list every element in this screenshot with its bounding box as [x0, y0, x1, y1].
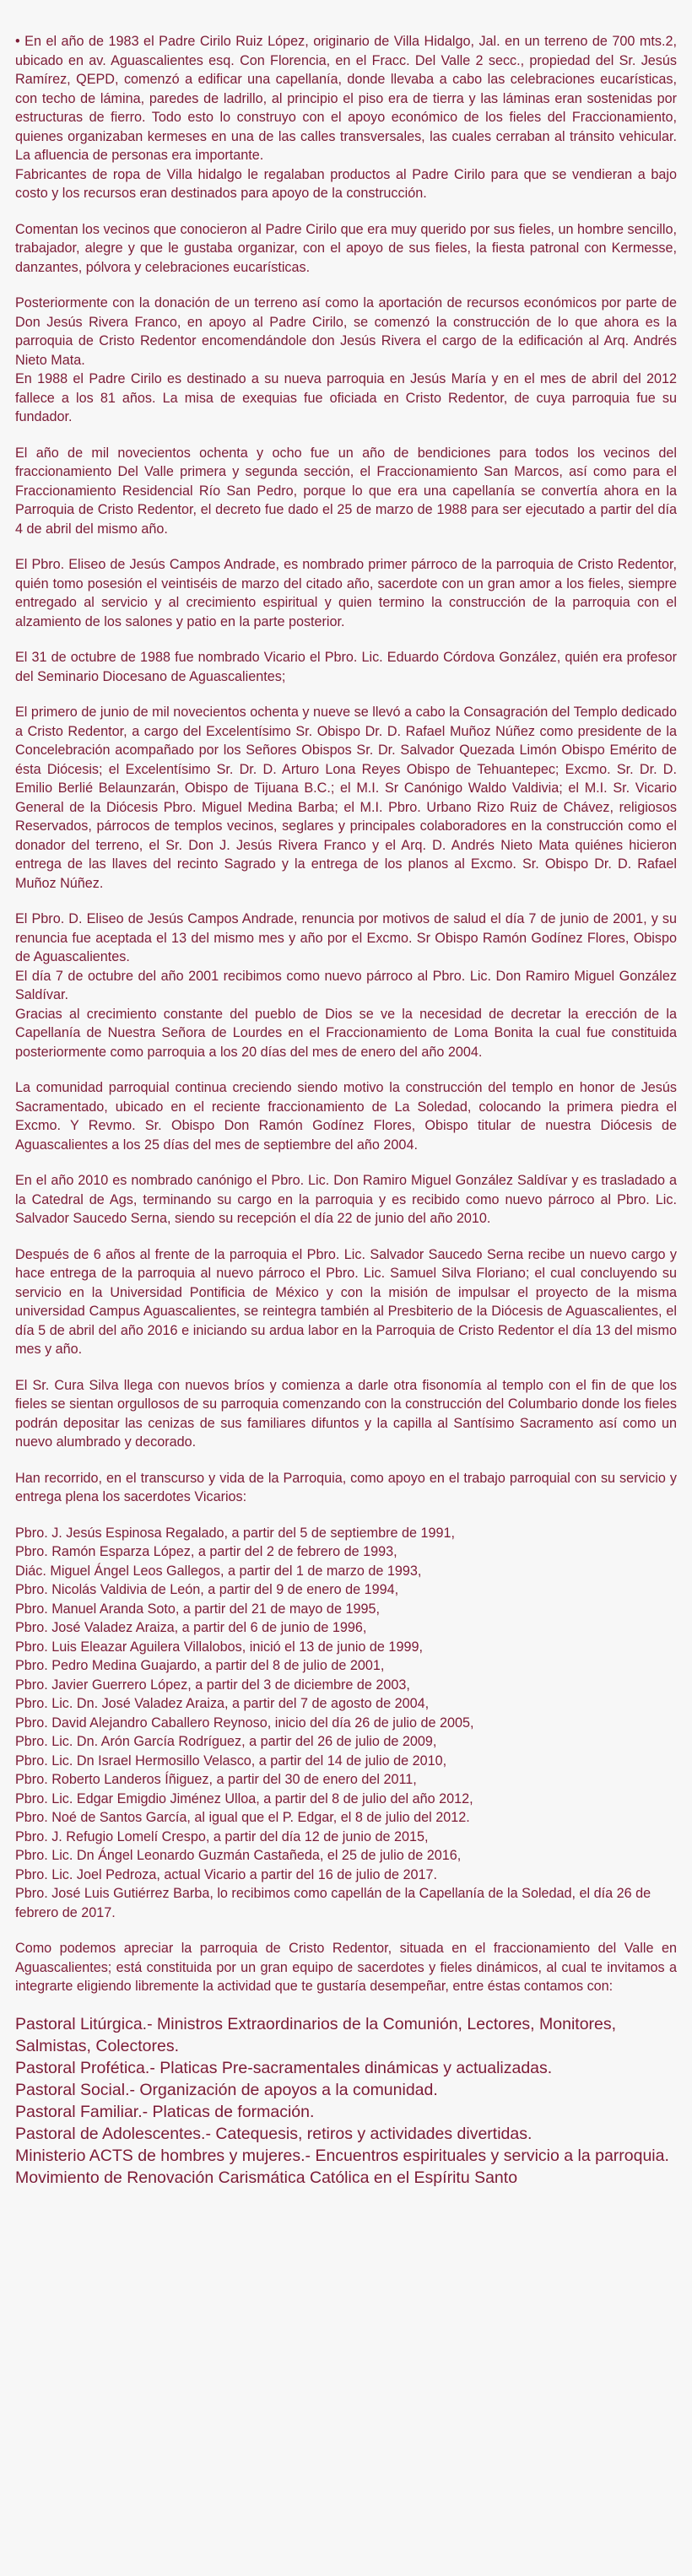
paragraph-line: El año de mil novecientos ochenta y ocho fue un año de bendiciones para todos los vecinos del fraccionamiento Del Valle primera y segunda sección, el Fraccionamiento San Marcos, así como para el Fraccionamiento Residencial Río San Pedro, porque lo que era una capellanía se convertía ahora en la Parroquia de Cristo Redentor, el decreto fue dado el 25 de marzo de 1988 para ser ejecutado a partir del día 4 de abril del mismo año.: [15, 445, 677, 537]
vicar-item: Pbro. José Luis Gutiérrez Barba, lo recibimos como capellán de la Capellanía de la Soledad, el día 26 de febrero de 2017.: [15, 1886, 651, 1920]
pastoral-item: Pastoral Social.- Organización de apoyos a la comunidad.: [15, 2080, 438, 2099]
history-paragraph: [15, 555, 677, 631]
paragraph-line: Gracias al crecimiento constante del pueblo de Dios se ve la necesidad de decretar la erección de la Capellanía de Nuestra Señora de Lourdes en el Fraccionamiento de Loma Bonita la cual fue constituida posteriormente como parroquia a los 20 días del mes de enero del año 2004.: [15, 1006, 677, 1060]
vicar-item: Pbro. Roberto Landeros Íñiguez, a partir del 30 de enero del 2011,: [15, 1772, 417, 1787]
vicar-item: Pbro. Luis Eleazar Aguilera Villalobos, inició el 13 de junio de 1999,: [15, 1639, 423, 1655]
vicar-item: Pbro. Lic. Dn Israel Hermosillo Velasco, a partir del 14 de julio de 2010,: [15, 1752, 447, 1769]
vicar-item: Pbro. Lic. Joel Pedroza, actual Vicario a partir del 16 de julio de 2017.: [15, 1866, 438, 1882]
paragraph-line: El Pbro. D. Eliseo de Jesús Campos Andrade, renuncia por motivos de salud el día 7 de junio de 2001, y su renuncia fue aceptada el 13 del mismo mes y año por el Excmo. Sr Obispo Ramón Godínez Flores, Obispo de Aguascalientes.: [15, 911, 677, 964]
vicar-item: Pbro. Noé de Santos García, al igual que el P. Edgar, el 8 de julio del 2012.: [15, 1810, 470, 1825]
history-paragraph: [15, 1078, 677, 1154]
vicar-item: Diác. Miguel Ángel Leos Gallegos, a partir del 1 de marzo de 1993,: [15, 1563, 422, 1579]
pastorals-list: [15, 2013, 677, 2189]
paragraph-line: La comunidad parroquial continua creciendo siendo motivo la construcción del templo en honor de Jesús Sacramentado, ubicado en el reciente fraccionamiento de La Soledad, colocando la primera piedra el Excmo. Y Revmo. Sr. Obispo Don Ramón Godínez Flores, Obispo titular de nuestra Diócesis de Aguascalientes a los 25 días del mes de septiembre del año 2004.: [15, 1080, 677, 1153]
pastoral-item: Pastoral de Adolescentes.- Catequesis, retiros y actividades divertidas.: [15, 2124, 533, 2143]
closing-paragraph: [15, 1939, 677, 1996]
vicar-item: Pbro. Lic. Edgar Emigdio Jiménez Ulloa, a partir del 8 de julio del año 2012,: [15, 1790, 473, 1806]
history-paragraph: [15, 703, 677, 893]
vicar-item: Pbro. José Valadez Araiza, a partir del 6 de junio de 1996,: [15, 1620, 367, 1635]
paragraph-line: En el año 2010 es nombrado canónigo el Pbro. Lic. Don Ramiro Miguel González Saldívar y es trasladado a la Catedral de Ags, terminando su cargo en la parroquia y es recibido como nuevo párroco al Pbro. Lic. Salvador Saucedo Serna, siendo su recepción el día 22 de junio del año 2010.: [15, 1173, 677, 1226]
pastoral-item: Pastoral Profética.- Platicas Pre-sacramentales dinámicas y actualizadas.: [15, 2058, 553, 2077]
paragraph-line: • En el año de 1983 el Padre Cirilo Ruiz López, originario de Villa Hidalgo, Jal. en un terreno de 700 mts.2, ubicado en av. Aguascalientes esq. Con Florencia, en el Fracc. Del Valle 2 secc., propiedad del Sr. Jesús Ramírez, QEPD, comenzó a edificar una capellanía, donde llevaba a cabo las celebraciones eucarísticas, con techo de lámina, paredes de ladrillo, al principio el piso era de tierra y las láminas eran sostenidas por estructuras de fierro. Todo esto lo construyo con el apoyo económico de los fieles del Fraccionamiento, quienes organizaban kermeses en una de las calles transversales, las cuales cerraban al tránsito vehicular. La afluencia de personas era importante.: [15, 34, 677, 163]
pastoral-item: Ministerio ACTS de hombres y mujeres.- Encuentros espirituales y servicio a la parroquia.: [15, 2146, 669, 2165]
paragraph-line: Comentan los vecinos que conocieron al Padre Cirilo que era muy querido por sus fieles, un hombre sencillo, trabajador, alegre y que le gustaba organizar, con el apoyo de sus fieles, la fiesta patronal con Kermesse, danzantes, pólvora y celebraciones eucarísticas.: [15, 221, 677, 275]
history-paragraph: [15, 1376, 677, 1452]
paragraph-line: El Sr. Cura Silva llega con nuevos bríos y comienza a darle otra fisonomía al templo con el fin de que los fieles se sientan orgullosos de su parroquia comenzando con la construcción del Columbario donde los fieles podrán depositar las cenizas de sus familiares difuntos y la capilla al Santísimo Sacramento así como un nuevo alumbrado y decorado.: [15, 1377, 677, 1450]
vicar-item: Pbro. Nicolás Valdivia de León, a partir del 9 de enero de 1994,: [15, 1582, 399, 1597]
vicars-intro-text: Han recorrido, en el transcurso y vida de la Parroquia, como apoyo en el trabajo parroquial con su servicio y entrega plena los sacerdotes Vicarios:: [15, 1470, 677, 1504]
pastoral-item: Pastoral Familiar.- Platicas de formación.: [15, 2102, 315, 2121]
vicar-item: Pbro. Manuel Aranda Soto, a partir del 21 de mayo de 1995,: [15, 1601, 380, 1617]
history-paragraph: [15, 1245, 677, 1359]
paragraph-line: El primero de junio de mil novecientos ochenta y nueve se llevó a cabo la Consagración del Templo dedicado a Cristo Redentor, a cargo del Excelentísimo Sr. Obispo Dr. D. Rafael Muñoz Núñez como presidente de la Concelebración acompañado por los Señores Obispos Sr. Dr. Salvador Quezada Limón Obispo Emérito de ésta Diócesis; el Excelentísimo Sr. Dr. D. Arturo Lona Reyes Obispo de Tehuantepec; Excmo. Sr. Dr. D. Emilio Berlié Belaunzarán, Obispo de Tijuana B.C.; el M.I. Sr Canónigo Waldo Valdivia; el M.I. Sr. Vicario General de la Diócesis Pbro. Miguel Medina Barba; el M.I. Pbro. Urbano Rizo Ruiz de Chávez, religiosos Reservados, párrocos de templos vecinos, seglares y principales colaboradores en la construcción como el donador del terreno, el Sr. Don J. Jesús Rivera Franco y el Arq. D. Andrés Nieto Mata quiénes hicieron entrega de las llaves del recinto Sagrado y la entrega de los planos al Excmo. Sr. Obispo Dr. D. Rafael Muñoz Núñez.: [15, 705, 677, 891]
vicar-item: Pbro. J. Jesús Espinosa Regalado, a partir del 5 de septiembre de 1991,: [15, 1525, 456, 1541]
paragraph-line: Posteriormente con la donación de un terreno así como la aportación de recursos económicos por parte de Don Jesús Rivera Franco, en apoyo al Padre Cirilo, se comenzó la construcción de lo que ahora es la parroquia de Cristo Redentor encomendándole don Jesús Rivera el cargo de la edificación al Arq. Andrés Nieto Mata.: [15, 295, 677, 368]
history-paragraph: [15, 648, 677, 686]
vicars-list: [15, 1524, 677, 1923]
paragraph-line: Fabricantes de ropa de Villa hidalgo le regalaban productos al Padre Cirilo para que se vendieran a bajo costo y los recursos eran destinados para apoyo de la construcción.: [15, 166, 677, 201]
vicar-item: Pbro. J. Refugio Lomelí Crespo, a partir del día 12 de junio de 2015,: [15, 1828, 429, 1844]
vicar-item: Pbro. David Alejandro Caballero Reynoso, inicio del día 26 de julio de 2005,: [15, 1715, 474, 1731]
closing-paragraph-text: Como podemos apreciar la parroquia de Cristo Redentor, situada en el fraccionamiento del Valle en Aguascalientes; está constituida por un gran equipo de sacerdotes y fieles dinámicos, al cual te invitamos a integrarte eligiendo libremente la actividad que te gustaría desempeñar, entre éstas contamos con:: [15, 1941, 677, 1994]
history-paragraph: [15, 32, 677, 203]
history-paragraph: [15, 1171, 677, 1229]
vicar-item: Pbro. Lic. Dn. José Valadez Araiza, a partir del 7 de agosto de 2004,: [15, 1696, 430, 1711]
history-paragraph: [15, 294, 677, 427]
vicar-item: Pbro. Lic. Dn Ángel Leonardo Guzmán Castañeda, el 25 de julio de 2016,: [15, 1848, 462, 1863]
vicar-item: Pbro. Ramón Esparza López, a partir del 2 de febrero de 1993,: [15, 1544, 397, 1559]
vicar-item: Pbro. Lic. Dn. Arón García Rodríguez, a partir del 26 de julio de 2009,: [15, 1734, 437, 1749]
pastoral-item: Pastoral Litúrgica.- Ministros Extraordinarios de la Comunión, Lectores, Monitores, Salmistas, Colectores.: [15, 2014, 617, 2055]
paragraph-line: El Pbro. Eliseo de Jesús Campos Andrade, es nombrado primer párroco de la parroquia de Cristo Redentor, quién tomo posesión el veintiséis de marzo del citado año, sacerdote con un gran amor a los fieles, siempre entregado al servicio y al crecimiento espiritual y quien termino la construcción de la parroquia con el alzamiento de los salones y patio en la parte posterior.: [15, 557, 677, 629]
history-paragraph: [15, 444, 677, 539]
vicar-item: Pbro. Javier Guerrero López, a partir del 3 de diciembre de 2003,: [15, 1677, 410, 1693]
vicars-intro: [15, 1469, 677, 1507]
history-paragraph: [15, 220, 677, 278]
paragraph-line: El día 7 de octubre del año 2001 recibimos como nuevo párroco al Pbro. Lic. Don Ramiro Miguel González Saldívar.: [15, 968, 677, 1002]
paragraph-line: Después de 6 años al frente de la parroquia el Pbro. Lic. Salvador Saucedo Serna recibe un nuevo cargo y hace entrega de la parroquia al nuevo párroco el Pbro. Lic. Samuel Silva Floriano; el cual concluyendo su servicio en la Universidad Pontificia de México y con la misión de impulsar el proyecto de la misma universidad Campus Aguascalientes, se reintegra también al Presbiterio de la Diócesis de Aguascalientes, el día 5 de abril del año 2016 e iniciando su ardua labor en la Parroquia de Cristo Redentor el día 13 del mismo mes y año.: [15, 1246, 677, 1357]
vicar-item: Pbro. Pedro Medina Guajardo, a partir del 8 de julio de 2001,: [15, 1658, 385, 1673]
pastoral-item: Movimiento de Renovación Carismática Católica en el Espíritu Santo: [15, 2168, 518, 2187]
paragraph-line: En 1988 el Padre Cirilo es destinado a su nueva parroquia en Jesús María y en el mes de abril del 2012 fallece a los 81 años. La misa de exequias fue oficiada en Cristo Redentor, de cuya parroquia fue su fundador.: [15, 371, 677, 424]
history-paragraph: [15, 910, 677, 1061]
paragraph-line: El 31 de octubre de 1988 fue nombrado Vicario el Pbro. Lic. Eduardo Córdova González, quién era profesor del Seminario Diocesano de Aguascalientes;: [15, 650, 677, 684]
history-paragraphs: [15, 32, 677, 1452]
